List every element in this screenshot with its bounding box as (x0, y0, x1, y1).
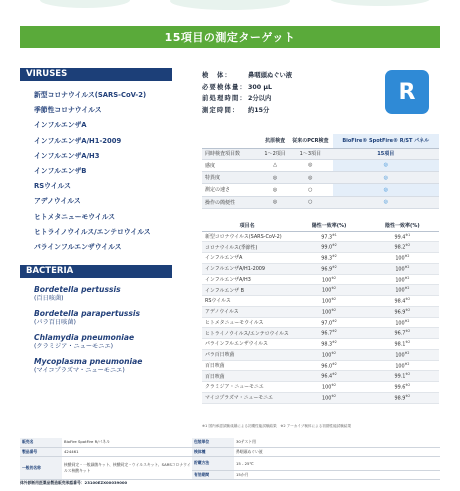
agreement-value: 99.1 (394, 373, 406, 380)
agreement-value: 96.4 (321, 373, 333, 380)
accuracy-row (202, 306, 439, 317)
agreement-value: 97.3 (321, 234, 333, 241)
info-key: 包装単位 (192, 438, 234, 447)
accuracy-item-name: ヒトライノウイルス/エンテロウイルス (202, 328, 292, 339)
negative-agreement (366, 285, 439, 296)
accuracy-item-name: 新型コロナウイルス(SARS-CoV-2) (202, 231, 292, 242)
info-key: 一般的名称 (20, 456, 62, 479)
spec-key: 前処理時間： (202, 95, 247, 102)
spec-value: 鼻咽頭ぬぐい液 (248, 72, 293, 79)
agreement-note: ※2 (405, 307, 411, 312)
agreement-note: ※1 (332, 232, 337, 237)
agreement-value: 96.0 (321, 363, 333, 370)
cmp-label: 感度 (202, 159, 262, 171)
acc-header: 項目名 (202, 220, 292, 231)
accuracy-item-name: マイコプラズマ・ニューモニエ (202, 392, 292, 403)
info-value: 30テスト用 (234, 438, 440, 447)
agreement-value: 100 (322, 395, 332, 402)
accuracy-row (202, 296, 439, 307)
cmp-symbol: ○ (288, 184, 332, 196)
agreement-value: 100 (322, 277, 332, 284)
agreement-value: 100 (395, 277, 405, 284)
agreement-value: 100 (322, 298, 332, 305)
agreement-note: ※1 (405, 232, 411, 237)
negative-agreement (366, 306, 439, 317)
spec-row (202, 70, 372, 82)
cmp-label: 測定の速さ (202, 184, 262, 196)
cmp-symbol: △ (262, 159, 288, 171)
agreement-value: 99.0 (321, 244, 333, 251)
positive-agreement (292, 317, 365, 328)
agreement-note: ※2 (404, 254, 410, 259)
target-list (20, 68, 172, 381)
cmp-symbol: ◎ (288, 159, 332, 171)
virus-item: ヒトライノウイルス/エンテロウイルス (34, 227, 151, 236)
virus-item: アデノウイルス (34, 197, 81, 206)
accuracy-row (202, 349, 439, 360)
positive-agreement (292, 392, 365, 403)
agreement-value: 98.3 (321, 255, 333, 262)
positive-agreement (292, 274, 365, 285)
agreement-note: ※2 (332, 361, 337, 366)
agreement-note: ※2 (405, 329, 411, 334)
agreement-value: 98.3 (321, 341, 333, 348)
cmp-symbol: ◎ (333, 196, 439, 208)
accuracy-item-name: クラミジア・ニューモニエ (202, 382, 292, 393)
bacteria-heading: BACTERIA (20, 265, 172, 278)
accuracy-row (202, 274, 439, 285)
virus-item: 新型コロナウイルス(SARS-CoV-2) (34, 91, 147, 99)
negative-agreement (366, 349, 439, 360)
info-key: 製品番号 (20, 447, 62, 456)
positive-agreement (292, 296, 365, 307)
spec-row (202, 93, 372, 105)
agreement-note: ※2 (332, 264, 337, 269)
agreement-note: ※2 (332, 340, 337, 345)
agreement-note: ※2 (332, 372, 337, 377)
agreement-note: ※2 (404, 275, 410, 280)
comparison-table (202, 134, 439, 209)
negative-agreement (366, 231, 439, 242)
negative-agreement (366, 360, 439, 371)
agreement-note: ※2 (405, 243, 411, 248)
agreement-value: 100 (395, 320, 405, 327)
agreement-note: ※2 (332, 254, 337, 259)
cmp-header: 従来のPCR検査 (288, 134, 332, 148)
agreement-value: 100 (322, 352, 332, 359)
agreement-note: ※2 (331, 383, 337, 388)
info-value: 鼻咽頭ぬぐい液 (234, 447, 440, 456)
spec-key: 測定時間： (202, 106, 240, 114)
positive-agreement (292, 328, 365, 339)
bacteria-jp-name: (百日咳菌) (34, 294, 64, 302)
accuracy-row (202, 263, 439, 274)
info-key: 検体種 (192, 447, 234, 456)
agreement-value: 100 (395, 352, 405, 359)
agreement-value: 96.7 (321, 330, 333, 337)
badge-letter: R (398, 79, 416, 105)
agreement-value: 100 (395, 287, 405, 294)
spec-row (202, 105, 372, 117)
agreement-value: 99.6 (394, 384, 406, 391)
info-value: 15か月 (234, 470, 440, 479)
info-key: 貯蔵方法 (192, 456, 234, 470)
agreement-note: ※2 (331, 307, 337, 312)
agreement-value: 100 (322, 384, 332, 391)
agreement-value: 100 (322, 309, 332, 316)
accuracy-row (202, 371, 439, 382)
accuracy-item-name: アデノウイルス (202, 306, 292, 317)
accuracy-item-name: コロナウイルス(季節性) (202, 242, 292, 253)
cmp-cell: 15項目 (333, 148, 439, 159)
agreement-note: ※2 (405, 372, 411, 377)
virus-item: 季節性コロナウイルス (34, 106, 102, 115)
accuracy-row (202, 285, 439, 296)
accuracy-row (202, 328, 439, 339)
accuracy-item-name: インフルエンザ B (202, 285, 292, 296)
negative-agreement (366, 253, 439, 264)
accuracy-row (202, 242, 439, 253)
bacteria-item (20, 285, 172, 303)
cmp-symbol: ○ (288, 196, 332, 208)
accuracy-item-name: インフルエンザA/H3 (202, 274, 292, 285)
virus-item: インフルエンザB (34, 166, 87, 175)
bacteria-jp-name: (マイコプラズマ・ニューモニエ) (34, 366, 125, 374)
cmp-header: BioFire® SpotFire® R/ST パネル (333, 134, 439, 148)
info-value: 核酸同定・一般細菌キット、核酸同定・ウイルスキット、SARSコロナウイルス核酸キット (62, 456, 192, 479)
bacteria-item (20, 357, 172, 375)
bacteria-item (20, 309, 172, 327)
positive-agreement (292, 253, 365, 264)
cmp-symbol: ◎ (333, 171, 439, 183)
accuracy-item-name: 百日咳菌 (202, 371, 292, 382)
viruses-heading: VIRUSES (20, 68, 172, 81)
positive-agreement (292, 285, 365, 296)
agreement-value: 100 (322, 287, 332, 294)
accuracy-item-name: RSウイルス (202, 296, 292, 307)
info-value: BioFire SpotFire R/パネル (62, 438, 192, 447)
negative-agreement (366, 339, 439, 350)
cmp-symbol: ◎ (288, 171, 332, 183)
agreement-note: ※2 (331, 286, 337, 291)
accuracy-footnote: ※1 国内承認試験成績による初期性能試験結果 ※2 アーカイブ検体による初期性能試験結果 (202, 424, 352, 428)
negative-agreement (366, 371, 439, 382)
agreement-note: ※2 (331, 350, 337, 355)
accuracy-row (202, 317, 439, 328)
agreement-value: 98.1 (394, 341, 406, 348)
spec-value: 約15分 (248, 106, 270, 114)
approval-number: 体外診断用医薬品製造販売承認番号：23100EZX00039000 (20, 480, 128, 485)
bacteria-name: Bordetella parapertussis (34, 309, 141, 319)
accuracy-row (202, 231, 439, 242)
bacteria-jp-name: (パラ百日咳菌) (34, 318, 76, 326)
negative-agreement (366, 392, 439, 403)
cmp-symbol: ◎ (262, 184, 288, 196)
agreement-value: 98.4 (394, 298, 406, 305)
virus-list (20, 88, 172, 255)
accuracy-item-name: ヒトメタニューモウイルス (202, 317, 292, 328)
cmp-symbol: ◎ (333, 184, 439, 196)
cmp-label: 同時検査項目数 (202, 148, 262, 159)
agreement-value: 98.2 (394, 244, 406, 251)
agreement-note: ※2 (332, 318, 337, 323)
agreement-value: 96.9 (321, 266, 333, 273)
positive-agreement (292, 339, 365, 350)
positive-agreement (292, 360, 365, 371)
cmp-label: 操作の簡便性 (202, 196, 262, 208)
agreement-note: ※2 (331, 393, 337, 398)
positive-agreement (292, 242, 365, 253)
accuracy-table (202, 220, 439, 404)
virus-item: RSウイルス (34, 182, 71, 191)
agreement-note: ※2 (404, 264, 410, 269)
page-title-banner (20, 26, 440, 48)
negative-agreement (366, 274, 439, 285)
agreement-note: ※2 (404, 361, 410, 366)
negative-agreement (366, 382, 439, 393)
info-value: 424461 (62, 447, 192, 456)
agreement-note: ※2 (405, 297, 411, 302)
spec-value: 300 μL (248, 83, 272, 91)
info-key: 有効期間 (192, 470, 234, 479)
agreement-note: ※2 (332, 243, 337, 248)
accuracy-item-name: パラ百日咳菌 (202, 349, 292, 360)
cmp-cell: 1〜3項目 (288, 148, 332, 159)
virus-item: インフルエンザA (34, 121, 87, 130)
positive-agreement (292, 231, 365, 242)
product-info-table (20, 438, 440, 480)
spec-row (202, 82, 372, 94)
cmp-symbol: ◎ (333, 159, 439, 171)
negative-agreement (366, 317, 439, 328)
info-key: 販売名 (20, 438, 62, 447)
info-value: 15 - 25℃ (234, 456, 440, 470)
bacteria-name: Mycoplasma pneumoniae (34, 357, 143, 367)
agreement-value: 97.0 (321, 320, 333, 327)
agreement-note: ※2 (405, 393, 411, 398)
spec-key: 検 体： (202, 72, 232, 79)
panel-r-badge (385, 70, 429, 114)
agreement-note: ※2 (405, 383, 411, 388)
agreement-value: 96.7 (394, 330, 406, 337)
accuracy-row (202, 382, 439, 393)
cmp-symbol: ◎ (262, 171, 288, 183)
accuracy-item-name: パラインフルエンザウイルス (202, 339, 292, 350)
spec-list (202, 70, 372, 116)
positive-agreement (292, 306, 365, 317)
agreement-value: 100 (395, 266, 405, 273)
acc-header: 陽性一致率(%) (292, 220, 365, 231)
accuracy-row (202, 339, 439, 350)
cmp-header (202, 134, 262, 148)
positive-agreement (292, 263, 365, 274)
virus-item: ヒトメタニューモウイルス (34, 212, 116, 221)
virus-item: インフルエンザA/H3 (34, 151, 100, 160)
negative-agreement (366, 296, 439, 307)
accuracy-row (202, 392, 439, 403)
virus-item: パラインフルエンザウイルス (34, 242, 122, 251)
agreement-value: 99.4 (394, 234, 406, 241)
cmp-cell: 1〜2項目 (262, 148, 288, 159)
accuracy-item-name: インフルエンザA/H1-2009 (202, 263, 292, 274)
agreement-note: ※2 (332, 329, 337, 334)
cmp-header: 抗原検査 (262, 134, 288, 148)
negative-agreement (366, 328, 439, 339)
agreement-value: 98.9 (394, 395, 406, 402)
agreement-value: 100 (395, 255, 405, 262)
accuracy-item-name: 百日咳菌 (202, 360, 292, 371)
bacteria-jp-name: (クラミジア・ニューモニエ) (34, 342, 114, 350)
spec-value: 2分以内 (248, 95, 272, 102)
cmp-label: 特異度 (202, 171, 262, 183)
positive-agreement (292, 382, 365, 393)
agreement-value: 96.9 (394, 309, 406, 316)
positive-agreement (292, 349, 365, 360)
positive-agreement (292, 371, 365, 382)
spec-key: 必要検体量： (202, 83, 247, 91)
top-decoration (0, 0, 460, 14)
virus-item: インフルエンザA/H1-2009 (34, 136, 122, 145)
bacteria-item (20, 333, 172, 351)
bacteria-name: Bordetella pertussis (34, 285, 121, 295)
agreement-note: ※2 (331, 297, 337, 302)
agreement-value: 100 (395, 363, 405, 370)
agreement-note: ※2 (404, 350, 410, 355)
agreement-note: ※2 (404, 286, 410, 291)
negative-agreement (366, 263, 439, 274)
cmp-symbol: ◎ (262, 196, 288, 208)
accuracy-item-name: インフルエンザA (202, 253, 292, 264)
negative-agreement (366, 242, 439, 253)
accuracy-row (202, 253, 439, 264)
accuracy-row (202, 360, 439, 371)
acc-header: 陰性一致率(%) (366, 220, 439, 231)
agreement-note: ※2 (405, 340, 411, 345)
bacteria-name: Chlamydia pneumoniae (34, 333, 135, 343)
agreement-note: ※2 (331, 275, 337, 280)
page-title: 15項目の測定ターゲット (164, 31, 296, 44)
agreement-note: ※2 (404, 318, 410, 323)
